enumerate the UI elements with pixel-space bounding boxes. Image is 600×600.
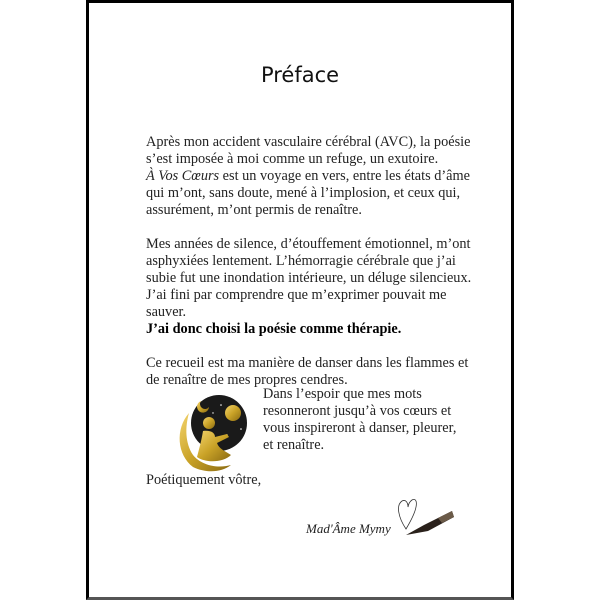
text-line: resonneront jusqu’à vos cœurs et xyxy=(263,403,452,419)
page-title: Préface xyxy=(260,63,340,87)
text-line: Dans l’espoir que mes mots xyxy=(263,386,422,402)
heart-pen-icon xyxy=(394,491,456,541)
text-line: J’ai fini par comprendre que m’exprimer pouvait me xyxy=(146,287,447,303)
text-line: Ce recueil est ma manière de danser dans les flammes et xyxy=(146,355,469,371)
text-line: Après mon accident vasculaire cérébral (AVC), la poésie xyxy=(146,134,471,150)
signature: Mad'Âme Mymy xyxy=(306,521,391,536)
text-line: subie fut une inondation intérieure, un déluge silencieux. xyxy=(146,270,472,286)
text-line: assurément, m’ont permis de renaître. xyxy=(146,202,362,218)
text-span: est un voyage en vers, entre les états d’âme xyxy=(219,168,470,184)
text-line: sauver. xyxy=(146,304,187,320)
text-line: vous inspireront à danser, pleurer, xyxy=(263,420,457,436)
poet-emblem-image xyxy=(171,393,253,475)
document-page xyxy=(86,0,514,600)
text-line xyxy=(146,168,470,185)
text-line: qui m’ont, sans doute, mené à l’implosion, et ceux qui, xyxy=(146,185,461,201)
text-line: de renaître de mes propres cendres. xyxy=(146,372,348,388)
bold-statement: J’ai donc choisi la poésie comme thérapie. xyxy=(146,321,402,337)
text-line: asphyxiées lentement. L’hémorragie cérébrale que j’ai xyxy=(146,253,456,269)
text-line: Mes années de silence, d’étouffement émotionnel, m’ont xyxy=(146,236,471,252)
text-line: et renaître. xyxy=(263,437,325,453)
text-line: s’est imposée à moi comme un refuge, un exutoire. xyxy=(146,151,439,167)
book-title: À Vos Cœurs xyxy=(146,168,220,184)
closing-line: Poétiquement vôtre, xyxy=(146,472,262,488)
